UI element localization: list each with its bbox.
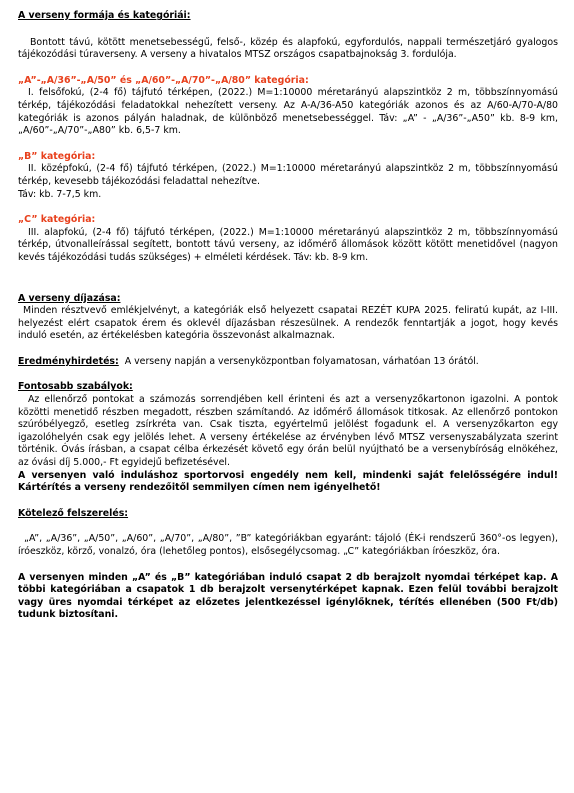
equipment-bold-text: A versenyen minden „A” és „B” kategóriában induló csapat 2 db berajzolt nyomdai térképet kap. A többi kategóriában a csapatok 1 db berajzolt versenytérképet kapnak. Ezen felül további berajzolt vagy üres nyomdai térképet az előzetes jelentkezéssel igénylőknek, térítés ellenében (500 Ft/db) tudunk biztosítani. bbox=[18, 571, 558, 621]
cat-c-heading: „C” kategória: bbox=[18, 214, 96, 226]
results-text: A verseny napján a versenyközpontban folyamatosan, várhatóan 13 órától. bbox=[124, 355, 479, 367]
awards-heading: A verseny díjazása: bbox=[18, 292, 121, 304]
cat-b-heading: „B” kategória: bbox=[18, 150, 96, 162]
cat-a-text: I. felsőfokú, (2-4 fő) tájfutó térképen, (2022.) M=1:10000 méretarányú alapszintköz 2 m, többszínnyomású térkép, tájékozódási feladatokkal nehezített verseny. Az A-A/36-A50 kategóriák azonos és az A/60-A/70-A/80 kategóriák is azonos pályán haladnak, de különböző menetsebességgel. Táv: „A” - „A/36”-„A50” kb. 8-9 km, „A/60”-„A/70”-„A80” kb. 6,5-7 km. bbox=[18, 87, 558, 137]
awards-text: Minden résztvevő emlékjelvényt, a kategóriák első helyezett csapatai REZÉT KUPA 2025. feliratú kupát, az I-III. helyezést elért csapatok érem és oklevél díjazásban részesülnek. A rendezők fenntartják a jogot, hogy kevés induló esetén, az értékelésben kategória összevonást alkalmaznak. bbox=[18, 305, 558, 342]
format-text: Bontott távú, kötött menetsebességű, felső-, közép és alapfokú, egyfordulós, nappali természetjáró gyalogos tájékozódási túraverseny. A verseny a hivatalos MTSZ országos csapatbajnokság 3. fordulója. bbox=[18, 36, 558, 61]
equipment-text: „A”, „A/36”, „A/50”, „A/60”, „A/70”, „A/80”, ”B” kategóriákban egyaránt: tájoló (ÉK-i rendszerű 360°-os legyen), íróeszköz, körző, vonalzó, óra (lehetőleg pontos), elsősegélycsomag. „C” kategóriákban íróeszköz, óra. bbox=[18, 533, 558, 557]
rules-text: Az ellenőrző pontokat a számozás sorrendjében kell érinteni és azt a versenyzőkartonon igazolni. A pontok közötti menetidő részben megadott, részben számítandó. Az időmérő állomások titkosak. Az ellenőrző pontokon szúróbélyegző, esetleg zsírkréta van. Csak tiszta, egyértelmű jelölést fogadunk el. A versenyzőkarton egy igazolóhelyén csak egy jelölés lehet. A verseny értékelése az érvényben lévő MTSZ versenyszabályzata szerint történik. Óvás írásban, a csapat célba érkezését követő egy órán belül nyújtható be a versenybíróság elnökéhez, az óvási díj 5.000,- Ft egyidejű befizetésével. bbox=[18, 394, 558, 469]
results-line bbox=[18, 356, 558, 369]
results-heading: Eredményhirdetés: bbox=[18, 355, 119, 367]
cat-c-text: III. alapfokú, (2-4 fő) tájfutó térképen, (2022.) M=1:10000 méretarányú alapszintköz 2 m, többszínnyomású térkép, útvonalleírással segített, bontott távú verseny, az időmérő állomások között kötött menetidővel (nagyon kevés tájékozódási tudás szükséges) + elméleti kérdések. Táv: kb. 8-9 km. bbox=[18, 226, 558, 263]
cat-b-distance: Táv: kb. 7-7,5 km. bbox=[18, 188, 102, 200]
rules-heading: Fontosabb szabályok: bbox=[18, 381, 133, 393]
document-page bbox=[18, 10, 558, 622]
rules-bold-text: A versenyen való induláshoz sportorvosi engedély nem kell, mindenki saját felelősségére indul! Kártérítés a verseny rendezőitől semmilyen címen nem igényelhető! bbox=[18, 469, 558, 494]
cat-a-heading: „A”-„A/36”-„A/50” és „A/60”-„A/70”-„A/80” kategória: bbox=[18, 74, 309, 86]
format-heading: A verseny formája és kategóriái: bbox=[18, 10, 191, 21]
cat-b-text: II. középfokú, (2-4 fő) tájfutó térképen, (2022.) M=1:10000 méretarányú alapszintköz 2 m, többszínnyomású térkép, kevesebb tájékozódási feladattal nehezítve. bbox=[18, 163, 558, 187]
equipment-heading: Kötelező felszerelés: bbox=[18, 507, 129, 519]
